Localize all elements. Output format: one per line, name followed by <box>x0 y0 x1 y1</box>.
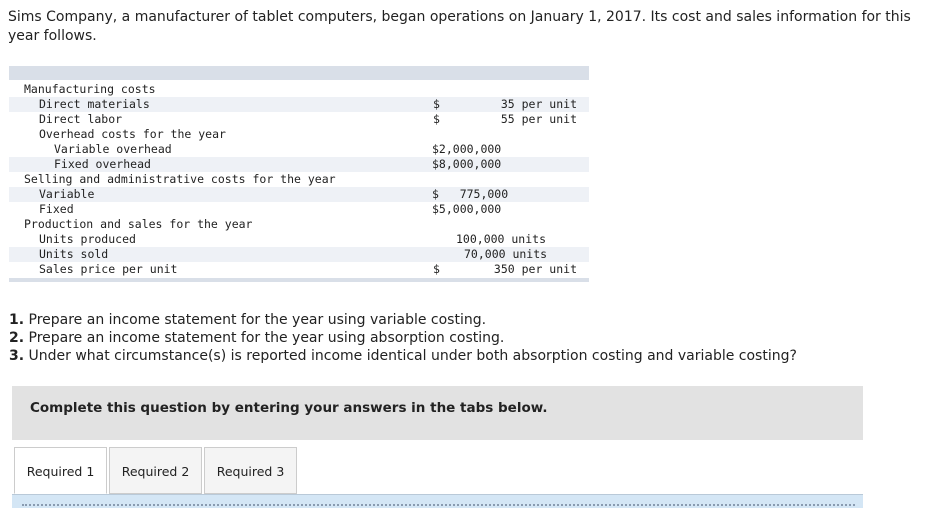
question-number: 1. <box>9 312 25 328</box>
row-value: $ 775,000 <box>432 187 509 201</box>
currency-symbol: $ <box>433 112 440 126</box>
question-item <box>9 347 929 365</box>
question-number: 3. <box>9 348 25 364</box>
row-label: Manufacturing costs <box>24 82 156 96</box>
currency-symbol: $ <box>433 97 440 111</box>
tab-required-3[interactable]: Required 3 <box>204 447 297 494</box>
table-row <box>9 262 589 277</box>
row-value: $2,000,000 <box>432 142 502 156</box>
row-label: Sales price per unit <box>39 262 178 276</box>
tab-required-2[interactable]: Required 2 <box>109 447 202 494</box>
row-label: Production and sales for the year <box>24 217 253 231</box>
table-row <box>9 217 589 232</box>
table-row <box>9 187 589 202</box>
table-row <box>9 157 589 172</box>
question-text: Prepare an income statement for the year using absorption costing. <box>24 330 505 346</box>
row-label: Units produced <box>39 232 136 246</box>
row-value: 100,000 units <box>456 232 547 246</box>
row-value: 350 per unit <box>493 262 577 276</box>
row-value: $5,000,000 <box>432 202 502 216</box>
cost-table <box>9 66 589 282</box>
table-row <box>9 247 589 262</box>
question-number: 2. <box>9 330 25 346</box>
currency-symbol: $ <box>433 262 440 276</box>
row-label: Variable overhead <box>54 142 172 156</box>
row-label: Variable <box>39 187 95 201</box>
row-label: Fixed <box>39 202 74 216</box>
dotted-divider <box>22 504 855 506</box>
questions <box>9 311 929 365</box>
row-label: Fixed overhead <box>54 157 151 171</box>
table-row <box>9 172 589 187</box>
instruction-text: Complete this question by entering your answers in the tabs below. <box>30 400 548 416</box>
row-label: Selling and administrative costs for the year <box>24 172 336 186</box>
instruction-banner <box>12 386 863 440</box>
row-label: Units sold <box>39 247 109 261</box>
question-item <box>9 311 929 329</box>
intro-text: Sims Company, a manufacturer of tablet computers, began operations on January 1, 2017. Its cost and sales information for this year follows. <box>8 9 911 44</box>
row-label: Direct materials <box>39 97 150 111</box>
tab-required-1[interactable]: Required 1 <box>14 447 107 494</box>
table-row <box>9 232 589 247</box>
row-label: Overhead costs for the year <box>39 127 226 141</box>
table-row <box>9 97 589 112</box>
row-value: 35 per unit <box>500 97 577 111</box>
table-row <box>9 127 589 142</box>
row-value: 55 per unit <box>500 112 577 126</box>
question-text: Under what circumstance(s) is reported income identical under both absorption costing and variable costing? <box>24 348 797 364</box>
table-row <box>9 112 589 127</box>
table-row <box>9 142 589 157</box>
row-value: $8,000,000 <box>432 157 502 171</box>
table-row <box>9 202 589 217</box>
tab-content-strip <box>12 494 863 508</box>
row-value: 70,000 units <box>464 247 548 261</box>
table-row <box>9 82 589 97</box>
question-item <box>9 329 929 347</box>
row-label: Direct labor <box>39 112 123 126</box>
question-text: Prepare an income statement for the year using variable costing. <box>24 312 487 328</box>
